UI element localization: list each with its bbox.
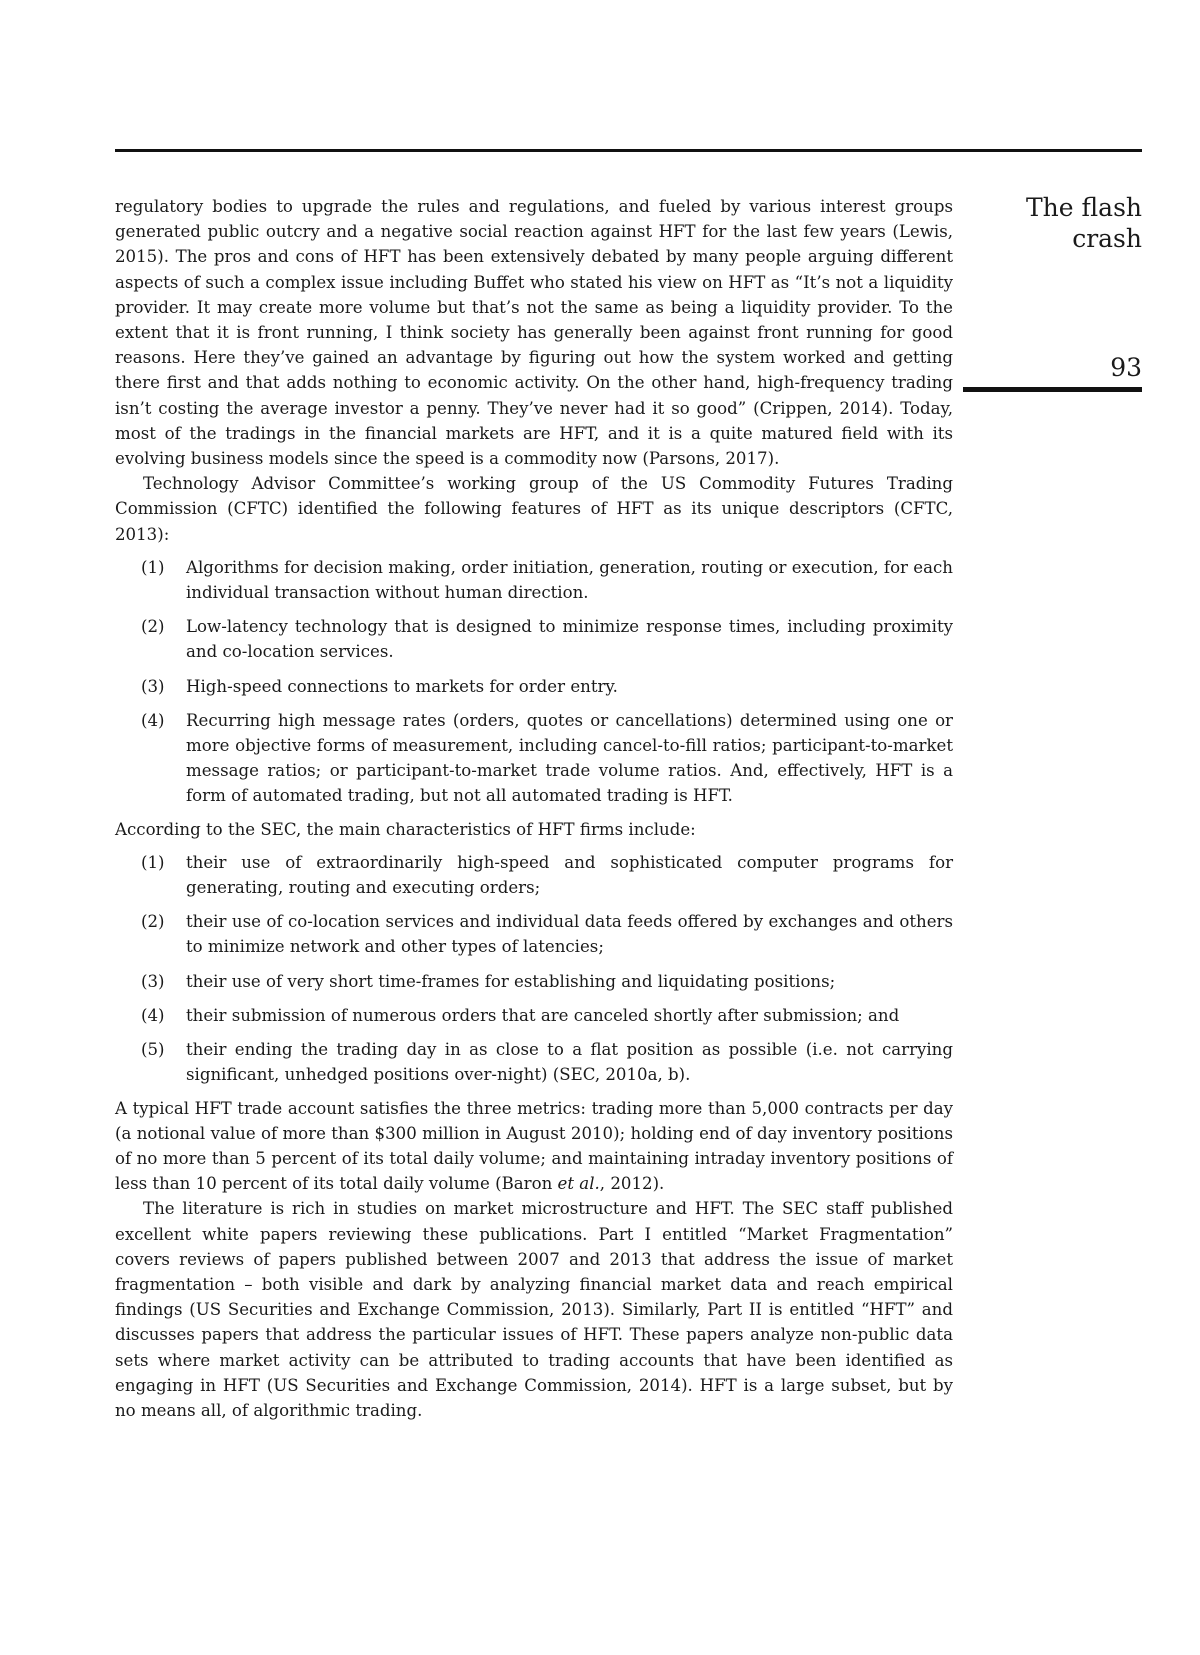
- list-item: [115, 969, 953, 994]
- list-item-number: (4): [141, 710, 165, 730]
- list-item-number: (1): [141, 852, 165, 872]
- list-item: [115, 614, 953, 664]
- list-item-number: (2): [141, 617, 165, 637]
- list-item-text: their use of very short time-frames for establishing and liquidating positions;: [186, 971, 836, 991]
- list-item-number: (3): [141, 971, 165, 991]
- top-rule: [115, 149, 1142, 152]
- list-item: [115, 1003, 953, 1028]
- running-title-line1: The flash: [1025, 193, 1142, 222]
- side-rule: [963, 387, 1142, 392]
- cftc-features-list: [115, 555, 953, 809]
- list-item-number: (2): [141, 912, 165, 932]
- paragraph-2: Technology Advisor Committee’s working group of the US Commodity Futures Trading Commission (CFTC) identified the following features of HFT as its unique descriptors (CFTC, 2013):: [115, 474, 953, 544]
- citation-et-al: et al.: [557, 1174, 600, 1194]
- list-item-number: (3): [141, 676, 165, 696]
- paragraph-3: According to the SEC, the main characteristics of HFT firms include:: [115, 819, 696, 839]
- list-item-text: their ending the trading day in as close to a flat position as possible (i.e. not carrying significant, unhedged positions over-night) (SEC, 2010a, b).: [186, 1040, 953, 1085]
- list-item: [115, 850, 953, 900]
- paragraph-4: [115, 1096, 953, 1197]
- list-item-number: (5): [141, 1040, 165, 1060]
- list-item-text: their use of co-location services and individual data feeds offered by exchanges and others to minimize network and other types of latencies;: [186, 912, 953, 957]
- paragraph-5: The literature is rich in studies on market microstructure and HFT. The SEC staff published excellent white papers reviewing these publications. Part I entitled “Market Fragmentation” covers reviews of papers published between 2007 and 2013 that address the issue of market fragmentation – both visible and dark by analyzing financial market data and reach empirical findings (US Securities and Exchange Commission, 2013). Similarly, Part II is entitled “HFT” and discusses papers that address the particular issues of HFT. These papers analyze non-public data sets where market activity can be attributed to trading accounts that have been identified as engaging in HFT (US Securities and Exchange Commission, 2014). HFT is a large subset, but by no means all, of algorithmic trading.: [115, 1199, 953, 1420]
- paragraph-4-text: A typical HFT trade account satisfies the three metrics: trading more than 5,000 contracts per day (a notional value of more than $300 million in August 2010); holding end of day inventory positions of no more than 5 percent of its total daily volume; and maintaining intraday inventory positions of less than 10 percent of its total daily volume (Baron: [115, 1098, 953, 1194]
- list-item: [115, 909, 953, 959]
- list-item-text: Low-latency technology that is designed to minimize response times, including proximity and co-location services.: [186, 617, 953, 662]
- list-item: [115, 674, 953, 699]
- list-item-text: their use of extraordinarily high-speed and sophisticated computer programs for generating, routing and executing orders;: [186, 852, 953, 898]
- list-item-number: (4): [141, 1005, 165, 1025]
- page-number: 93: [1110, 353, 1142, 382]
- list-item-number: (1): [141, 557, 165, 577]
- list-item: [115, 1037, 953, 1087]
- paragraph-4-text-end: , 2012).: [599, 1174, 665, 1194]
- list-item-text: Algorithms for decision making, order initiation, generation, routing or execution, for each individual transaction without human direction.: [186, 557, 953, 603]
- running-title-line2: crash: [1072, 224, 1142, 253]
- running-head: [992, 192, 1142, 254]
- list-item-text: their submission of numerous orders that are canceled shortly after submission; and: [186, 1005, 900, 1025]
- paragraph-1: regulatory bodies to upgrade the rules and regulations, and fueled by various interest groups generated public outcry and a negative social reaction against HFT for the last few years (Lewis, 2015). The pros and cons of HFT has been extensively debated by many people arguing different aspects of such a complex issue including Buffet who stated his view on HFT as “It’s not a liquidity provider. It may create more volume but that’s not the same as being a liquidity provider. To the extent that it is front running, I think society has generally been against front running for good reasons. Here they’ve gained an advantage by figuring out how the system worked and getting there first and that adds nothing to economic activity. On the other hand, high-frequency trading isn’t costing the average investor a penny. They’ve never had it so good” (Crippen, 2014). Today, most of the tradings in the financial markets are HFT, and it is a quite matured field with its evolving business models since the speed is a commodity now (Parsons, 2017).: [115, 197, 953, 469]
- list-item-text: High-speed connections to markets for order entry.: [186, 676, 618, 696]
- list-item-text: Recurring high message rates (orders, quotes or cancellations) determined using one or more objective forms of measurement, including cancel-to-fill ratios; participant-to-market message ratios; or participant-to-market trade volume ratios. And, effectively, HFT is a form of automated trading, but not all automated trading is HFT.: [186, 710, 953, 806]
- body-text: [115, 194, 953, 1423]
- sec-characteristics-list: [115, 850, 953, 1088]
- list-item: [115, 555, 953, 605]
- list-item: [115, 708, 953, 809]
